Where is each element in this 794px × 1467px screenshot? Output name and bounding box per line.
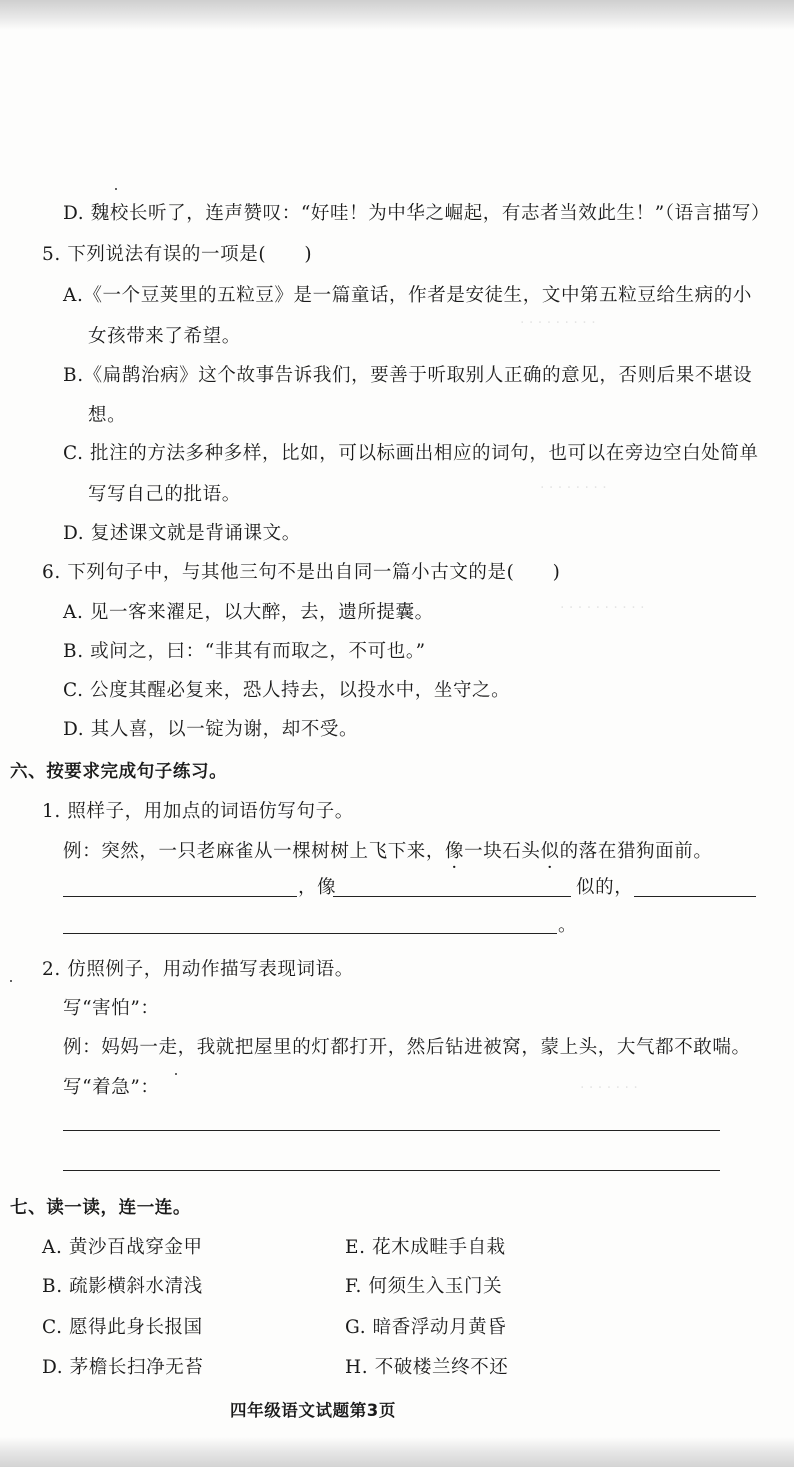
- s6-item2-stem: 2. 仿照例子，用动作描写表现词语。: [42, 959, 354, 980]
- answer-line-2[interactable]: [63, 1170, 720, 1171]
- scan-speck: [115, 188, 117, 190]
- q5-option-a: A.《一个豆荚里的五粒豆》是一篇童话，作者是安徒生，文中第五粒豆给生病的小: [63, 285, 752, 306]
- q4-option-d: D. 魏校长听了，连声赞叹：“好哇！为中华之崛起，有志者当效此生！”（语言描写）: [63, 203, 771, 224]
- example-text-mid: 一块石头: [464, 841, 541, 862]
- answer-line-1[interactable]: [63, 1130, 720, 1131]
- scan-top-edge: [0, 0, 794, 30]
- bleed-through-text: · · · · · · · · ·: [520, 315, 596, 331]
- match-right-f[interactable]: F. 何须生入玉门关: [345, 1276, 503, 1297]
- answer-blank-3[interactable]: [634, 896, 756, 897]
- q6-option-b: B. 或问之，曰：“非其有而取之，不可也。”: [63, 641, 426, 662]
- fill-period: 。: [558, 915, 578, 936]
- q5-option-c-cont: 写写自己的批语。: [88, 484, 241, 505]
- example-text-end: 的落在猎狗面前。: [559, 841, 713, 862]
- dotted-word-as: 似: [540, 841, 560, 862]
- fill-as-label: 似的，: [576, 877, 634, 898]
- match-left-d[interactable]: D. 茅檐长扫净无苔: [42, 1357, 204, 1378]
- scan-speck: [175, 1073, 177, 1075]
- q5-option-a-cont: 女孩带来了希望。: [88, 326, 241, 347]
- page-footer: 四年级语文试题第3页: [230, 1401, 396, 1420]
- q5-option-b-cont: 想。: [88, 405, 127, 426]
- answer-blank-4[interactable]: [63, 933, 557, 934]
- match-right-h[interactable]: H. 不破楼兰终不还: [345, 1357, 509, 1378]
- s6-item1-stem: 1. 照样子，用加点的词语仿写句子。: [42, 801, 354, 822]
- dotted-word-like: 像: [445, 841, 465, 862]
- scan-bottom-edge: [0, 1437, 794, 1467]
- bleed-through-text: · · · · · · ·: [580, 1080, 638, 1096]
- bleed-through-text: · · · · · · · · · ·: [560, 600, 645, 616]
- section6-heading: 六、按要求完成句子练习。: [10, 762, 228, 782]
- q6-option-c: C. 公度其醒必复来，恐人持去，以投水中，坐守之。: [63, 680, 511, 701]
- s6-write-afraid: 写“害怕”：: [63, 998, 160, 1019]
- match-left-a[interactable]: A. 黄沙百战穿金甲: [42, 1237, 203, 1258]
- q5-option-c: C. 批注的方法多种多样，比如，可以标画出相应的词句，也可以在旁边空白处简单: [63, 443, 759, 464]
- q6-option-d: D. 其人喜，以一锭为谢，却不受。: [63, 719, 359, 740]
- q5-stem: 5. 下列说法有误的一项是( ): [42, 244, 313, 265]
- answer-blank-2[interactable]: [333, 896, 571, 897]
- s6-item1-example: [63, 840, 712, 864]
- example-text-start: 例：突然，一只老麻雀从一棵树树上飞下来，: [63, 841, 446, 862]
- q6-option-a: A. 见一客来濯足，以大醉，去，遗所提囊。: [63, 602, 434, 623]
- bleed-through-text: · · · · · · · ·: [540, 480, 607, 496]
- match-left-c[interactable]: C. 愿得此身长报国: [42, 1317, 203, 1338]
- fill-like-label: ，像: [298, 877, 337, 898]
- match-left-b[interactable]: B. 疏影横斜水清浅: [42, 1276, 203, 1297]
- s6-item2-example: 例：妈妈一走，我就把屋里的灯都打开，然后钻进被窝，蒙上头，大气都不敢喘。: [63, 1037, 751, 1058]
- q5-option-b: B.《扁鹊治病》这个故事告诉我们，要善于听取别人正确的意见，否则后果不堪设: [63, 365, 753, 386]
- q5-option-d: D. 复述课文就是背诵课文。: [63, 523, 301, 544]
- section7-heading: 七、读一读，连一连。: [10, 1198, 191, 1218]
- answer-blank-1[interactable]: [63, 896, 297, 897]
- s6-write-anxious: 写“着急”：: [63, 1077, 160, 1098]
- q6-stem: 6. 下列句子中，与其他三句不是出自同一篇小古文的是( ): [42, 562, 561, 583]
- match-right-g[interactable]: G. 暗香浮动月黄昏: [345, 1317, 507, 1338]
- scan-speck: [10, 980, 12, 982]
- match-right-e[interactable]: E. 花木成畦手自栽: [345, 1237, 506, 1258]
